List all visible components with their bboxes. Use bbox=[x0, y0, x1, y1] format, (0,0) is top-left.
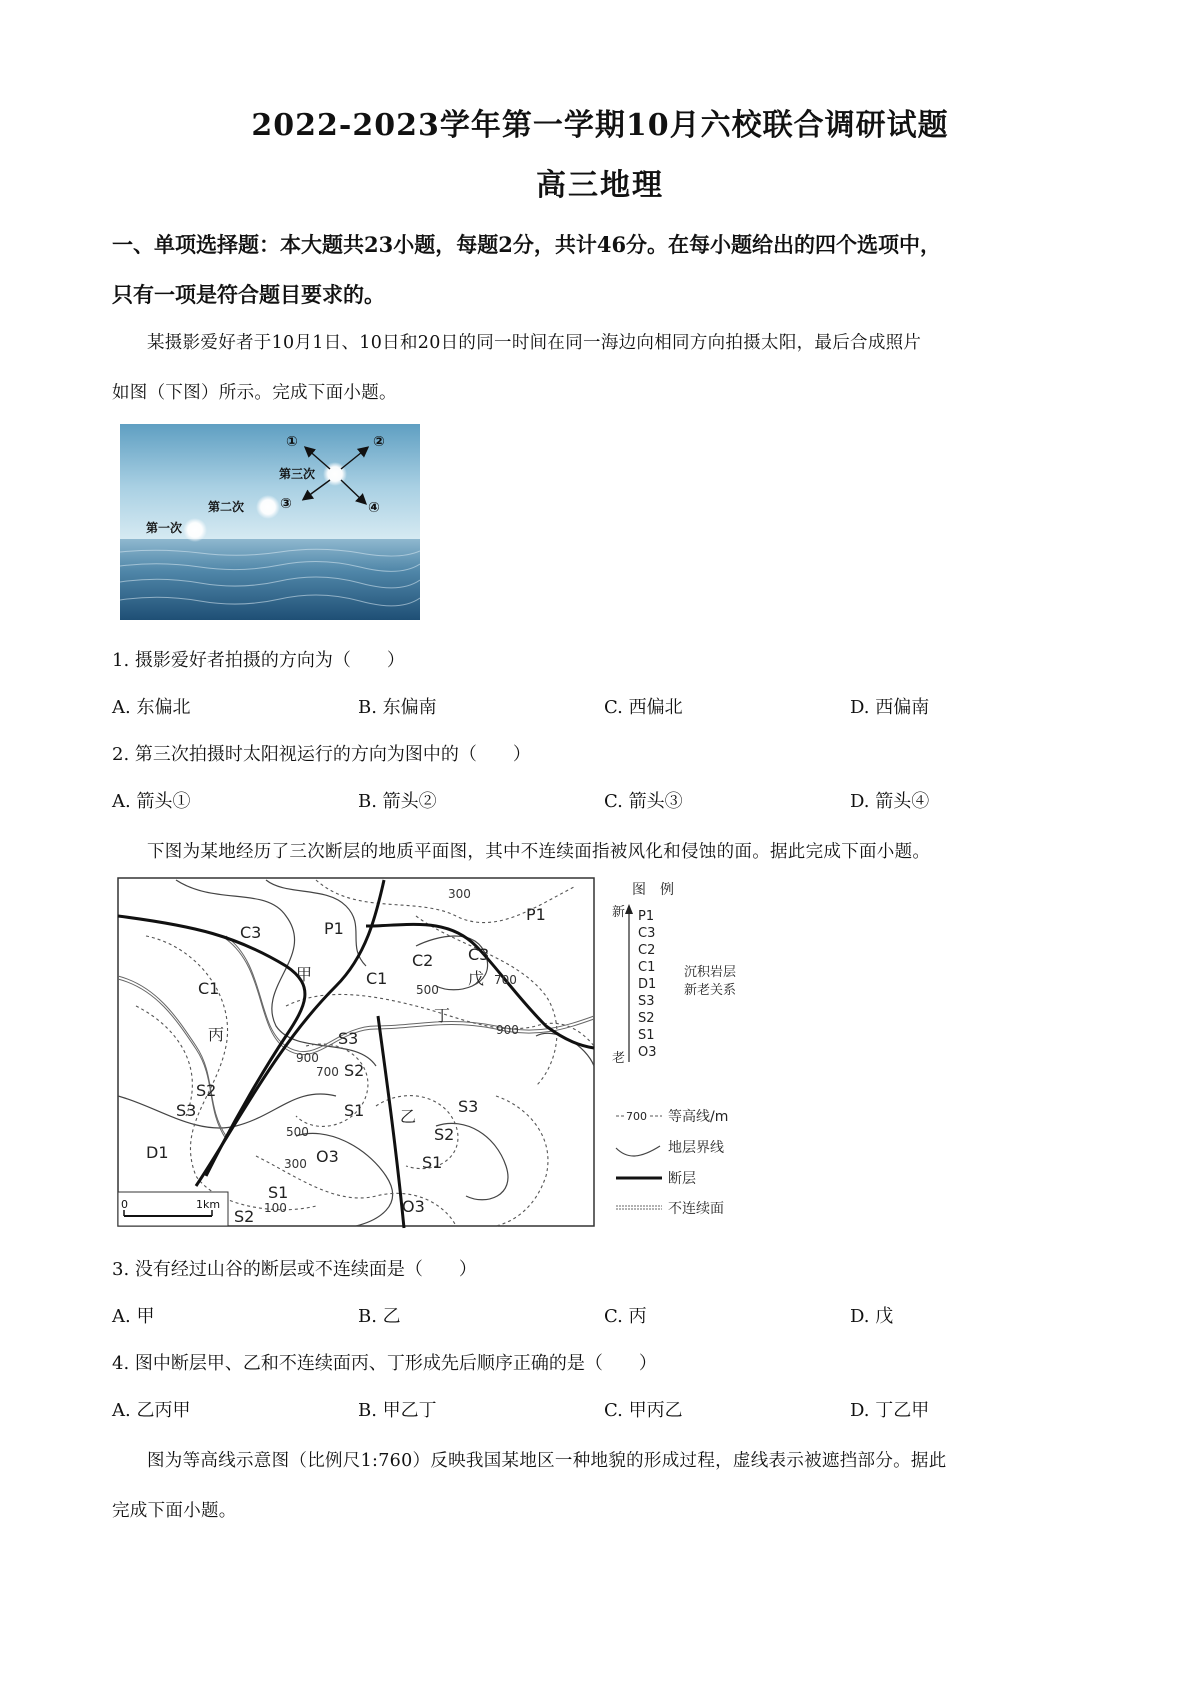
label-arrow-3: ③ bbox=[280, 496, 292, 512]
q4-option-b[interactable]: B. 甲乙丁 bbox=[358, 1400, 437, 1421]
label-ding: 丁 bbox=[434, 1006, 451, 1025]
scale-zero: 0 bbox=[121, 1198, 128, 1211]
q2-option-d[interactable]: D. 箭头④ bbox=[850, 791, 930, 812]
label-s2-c: S2 bbox=[434, 1125, 455, 1144]
q1-option-a[interactable]: A. 东偏北 bbox=[112, 697, 191, 718]
contour-100: 100 bbox=[264, 1201, 287, 1215]
label-c1-b: C1 bbox=[366, 969, 388, 988]
exam-subject: 高三地理 bbox=[536, 168, 664, 203]
legend-stratum-c3: C3 bbox=[638, 926, 656, 941]
label-d1: D1 bbox=[146, 1143, 169, 1162]
intro1-line1: 某摄影爱好者于10月1日、10日和20日的同一时间在同一海边向相同方向拍摄太阳，最后合成照片 bbox=[147, 333, 922, 353]
legend-stratum-s2: S2 bbox=[638, 1011, 655, 1026]
contour-300-a: 300 bbox=[448, 887, 471, 901]
legend-strata-caption-1: 沉积岩层 bbox=[684, 965, 737, 980]
q2-option-b[interactable]: B. 箭头② bbox=[358, 791, 437, 812]
question-3-stem: 3. 没有经过山谷的断层或不连续面是（ ） bbox=[112, 1259, 477, 1280]
intro-paragraph-3 bbox=[112, 1436, 1102, 1536]
q3-option-a[interactable]: A. 甲 bbox=[112, 1306, 155, 1327]
label-o3-a: O3 bbox=[316, 1147, 339, 1166]
label-first: 第一次 bbox=[146, 521, 183, 535]
q4-option-c[interactable]: C. 甲丙乙 bbox=[604, 1400, 683, 1421]
geological-map-figure bbox=[116, 876, 776, 1230]
q4-option-a[interactable]: A. 乙丙甲 bbox=[112, 1400, 191, 1421]
label-jia: 甲 bbox=[296, 965, 313, 984]
legend-age-arrowhead bbox=[625, 904, 633, 914]
intro3-line1: 图为等高线示意图（比例尺1:760）反映我国某地区一种地貌的形成过程，虚线表示被遮挡部分。据此 bbox=[147, 1451, 947, 1471]
label-s1-a: S1 bbox=[344, 1101, 365, 1120]
legend-boundary bbox=[616, 1139, 724, 1156]
label-arrow-4: ④ bbox=[368, 500, 380, 516]
q3-option-d[interactable]: D. 戊 bbox=[850, 1306, 894, 1327]
legend-new: 新 bbox=[612, 905, 626, 920]
label-s2-d: S2 bbox=[234, 1207, 255, 1226]
label-s2-a: S2 bbox=[344, 1061, 365, 1080]
label-o3-b: O3 bbox=[402, 1197, 425, 1216]
label-s1-b: S1 bbox=[422, 1153, 443, 1172]
legend-title: 图 例 bbox=[632, 882, 674, 898]
legend-strata-caption-2: 新老关系 bbox=[684, 983, 737, 998]
sun-first bbox=[183, 518, 207, 542]
label-yi: 乙 bbox=[400, 1107, 417, 1126]
intro-paragraph-2 bbox=[112, 827, 1102, 877]
legend-contour-sample: 700 bbox=[626, 1110, 647, 1123]
section-heading-line1: 一、单项选择题：本大题共23小题，每题2分，共计46分。在每小题给出的四个选项中， bbox=[112, 232, 942, 257]
legend-stratum-d1: D1 bbox=[638, 977, 657, 992]
contour-700-a: 700 bbox=[494, 973, 517, 987]
label-c2: C2 bbox=[412, 951, 434, 970]
q1-option-b[interactable]: B. 东偏南 bbox=[358, 697, 437, 718]
label-s2-b: S2 bbox=[196, 1081, 217, 1100]
scale-bar bbox=[118, 1192, 228, 1226]
sun-photo-figure bbox=[120, 424, 420, 620]
contour-900-a: 900 bbox=[496, 1023, 519, 1037]
question-1-stem: 1. 摄影爱好者拍摄的方向为（ ） bbox=[112, 650, 405, 671]
legend-fault-label: 断层 bbox=[668, 1171, 696, 1187]
label-arrow-1: ① bbox=[286, 434, 298, 450]
legend-fault bbox=[616, 1171, 696, 1187]
label-p1-b: P1 bbox=[526, 905, 546, 924]
q4-option-d[interactable]: D. 丁乙甲 bbox=[850, 1400, 930, 1421]
contour-700-b: 700 bbox=[316, 1065, 339, 1079]
legend-unconformity-label: 不连续面 bbox=[668, 1201, 724, 1217]
legend-unconformity bbox=[616, 1200, 724, 1217]
section-heading-line2: 只有一项是符合题目要求的。 bbox=[112, 282, 385, 307]
scale-one-km: 1km bbox=[196, 1198, 221, 1211]
q2-option-c[interactable]: C. 箭头③ bbox=[604, 791, 683, 812]
legend-stratum-c1: C1 bbox=[638, 960, 656, 975]
question-2-stem: 2. 第三次拍摄时太阳视运行的方向为图中的（ ） bbox=[112, 744, 531, 765]
label-bing: 丙 bbox=[208, 1025, 225, 1044]
q3-option-c[interactable]: C. 丙 bbox=[604, 1306, 647, 1327]
q1-option-d[interactable]: D. 西偏南 bbox=[850, 697, 930, 718]
legend-boundary-label: 地层界线 bbox=[668, 1140, 724, 1156]
legend-stratum-s1: S1 bbox=[638, 1028, 655, 1043]
section-heading bbox=[112, 220, 1102, 320]
legend-stratum-o3: O3 bbox=[638, 1045, 657, 1060]
map-legend bbox=[612, 882, 736, 1217]
label-s3-c: S3 bbox=[458, 1097, 479, 1116]
label-arrow-2: ② bbox=[373, 434, 385, 450]
contour-500-a: 500 bbox=[416, 983, 439, 997]
contour-500-b: 500 bbox=[286, 1125, 309, 1139]
intro2-line1: 下图为某地经历了三次断层的地质平面图，其中不连续面指被风化和侵蚀的面。据此完成下面小题。 bbox=[147, 842, 931, 862]
label-s1-c: S1 bbox=[268, 1183, 289, 1202]
label-p1-a: P1 bbox=[324, 919, 344, 938]
label-third: 第三次 bbox=[279, 467, 316, 481]
legend-stratum-s3: S3 bbox=[638, 994, 655, 1009]
label-s3-a: S3 bbox=[338, 1029, 359, 1048]
intro-paragraph-1 bbox=[112, 318, 1102, 418]
label-second: 第二次 bbox=[208, 500, 245, 514]
sun-second bbox=[256, 495, 280, 519]
contour-900-b: 900 bbox=[296, 1051, 319, 1065]
contour-300-b: 300 bbox=[284, 1157, 307, 1171]
exam-title: 2022-2023学年第一学期10月六校联合调研试题 bbox=[251, 108, 949, 143]
q1-option-c[interactable]: C. 西偏北 bbox=[604, 697, 683, 718]
intro1-line2: 如图（下图）所示。完成下面小题。 bbox=[112, 383, 397, 403]
q2-option-a[interactable]: A. 箭头① bbox=[112, 791, 191, 812]
label-s3-b: S3 bbox=[176, 1101, 197, 1120]
legend-stratum-c2: C2 bbox=[638, 943, 656, 958]
label-wu: 戊 bbox=[468, 969, 485, 988]
label-c1-a: C1 bbox=[198, 979, 220, 998]
legend-old: 老 bbox=[612, 1051, 626, 1066]
intro3-line2: 完成下面小题。 bbox=[112, 1501, 237, 1521]
label-c3-b: C3 bbox=[468, 945, 490, 964]
q3-option-b[interactable]: B. 乙 bbox=[358, 1306, 401, 1327]
legend-contour-label: 等高线/m bbox=[668, 1109, 729, 1125]
legend-contour bbox=[616, 1108, 728, 1125]
legend-stratum-p1: P1 bbox=[638, 909, 655, 924]
question-4-stem: 4. 图中断层甲、乙和不连续面丙、丁形成先后顺序正确的是（ ） bbox=[112, 1353, 657, 1374]
label-c3-a: C3 bbox=[240, 923, 262, 942]
